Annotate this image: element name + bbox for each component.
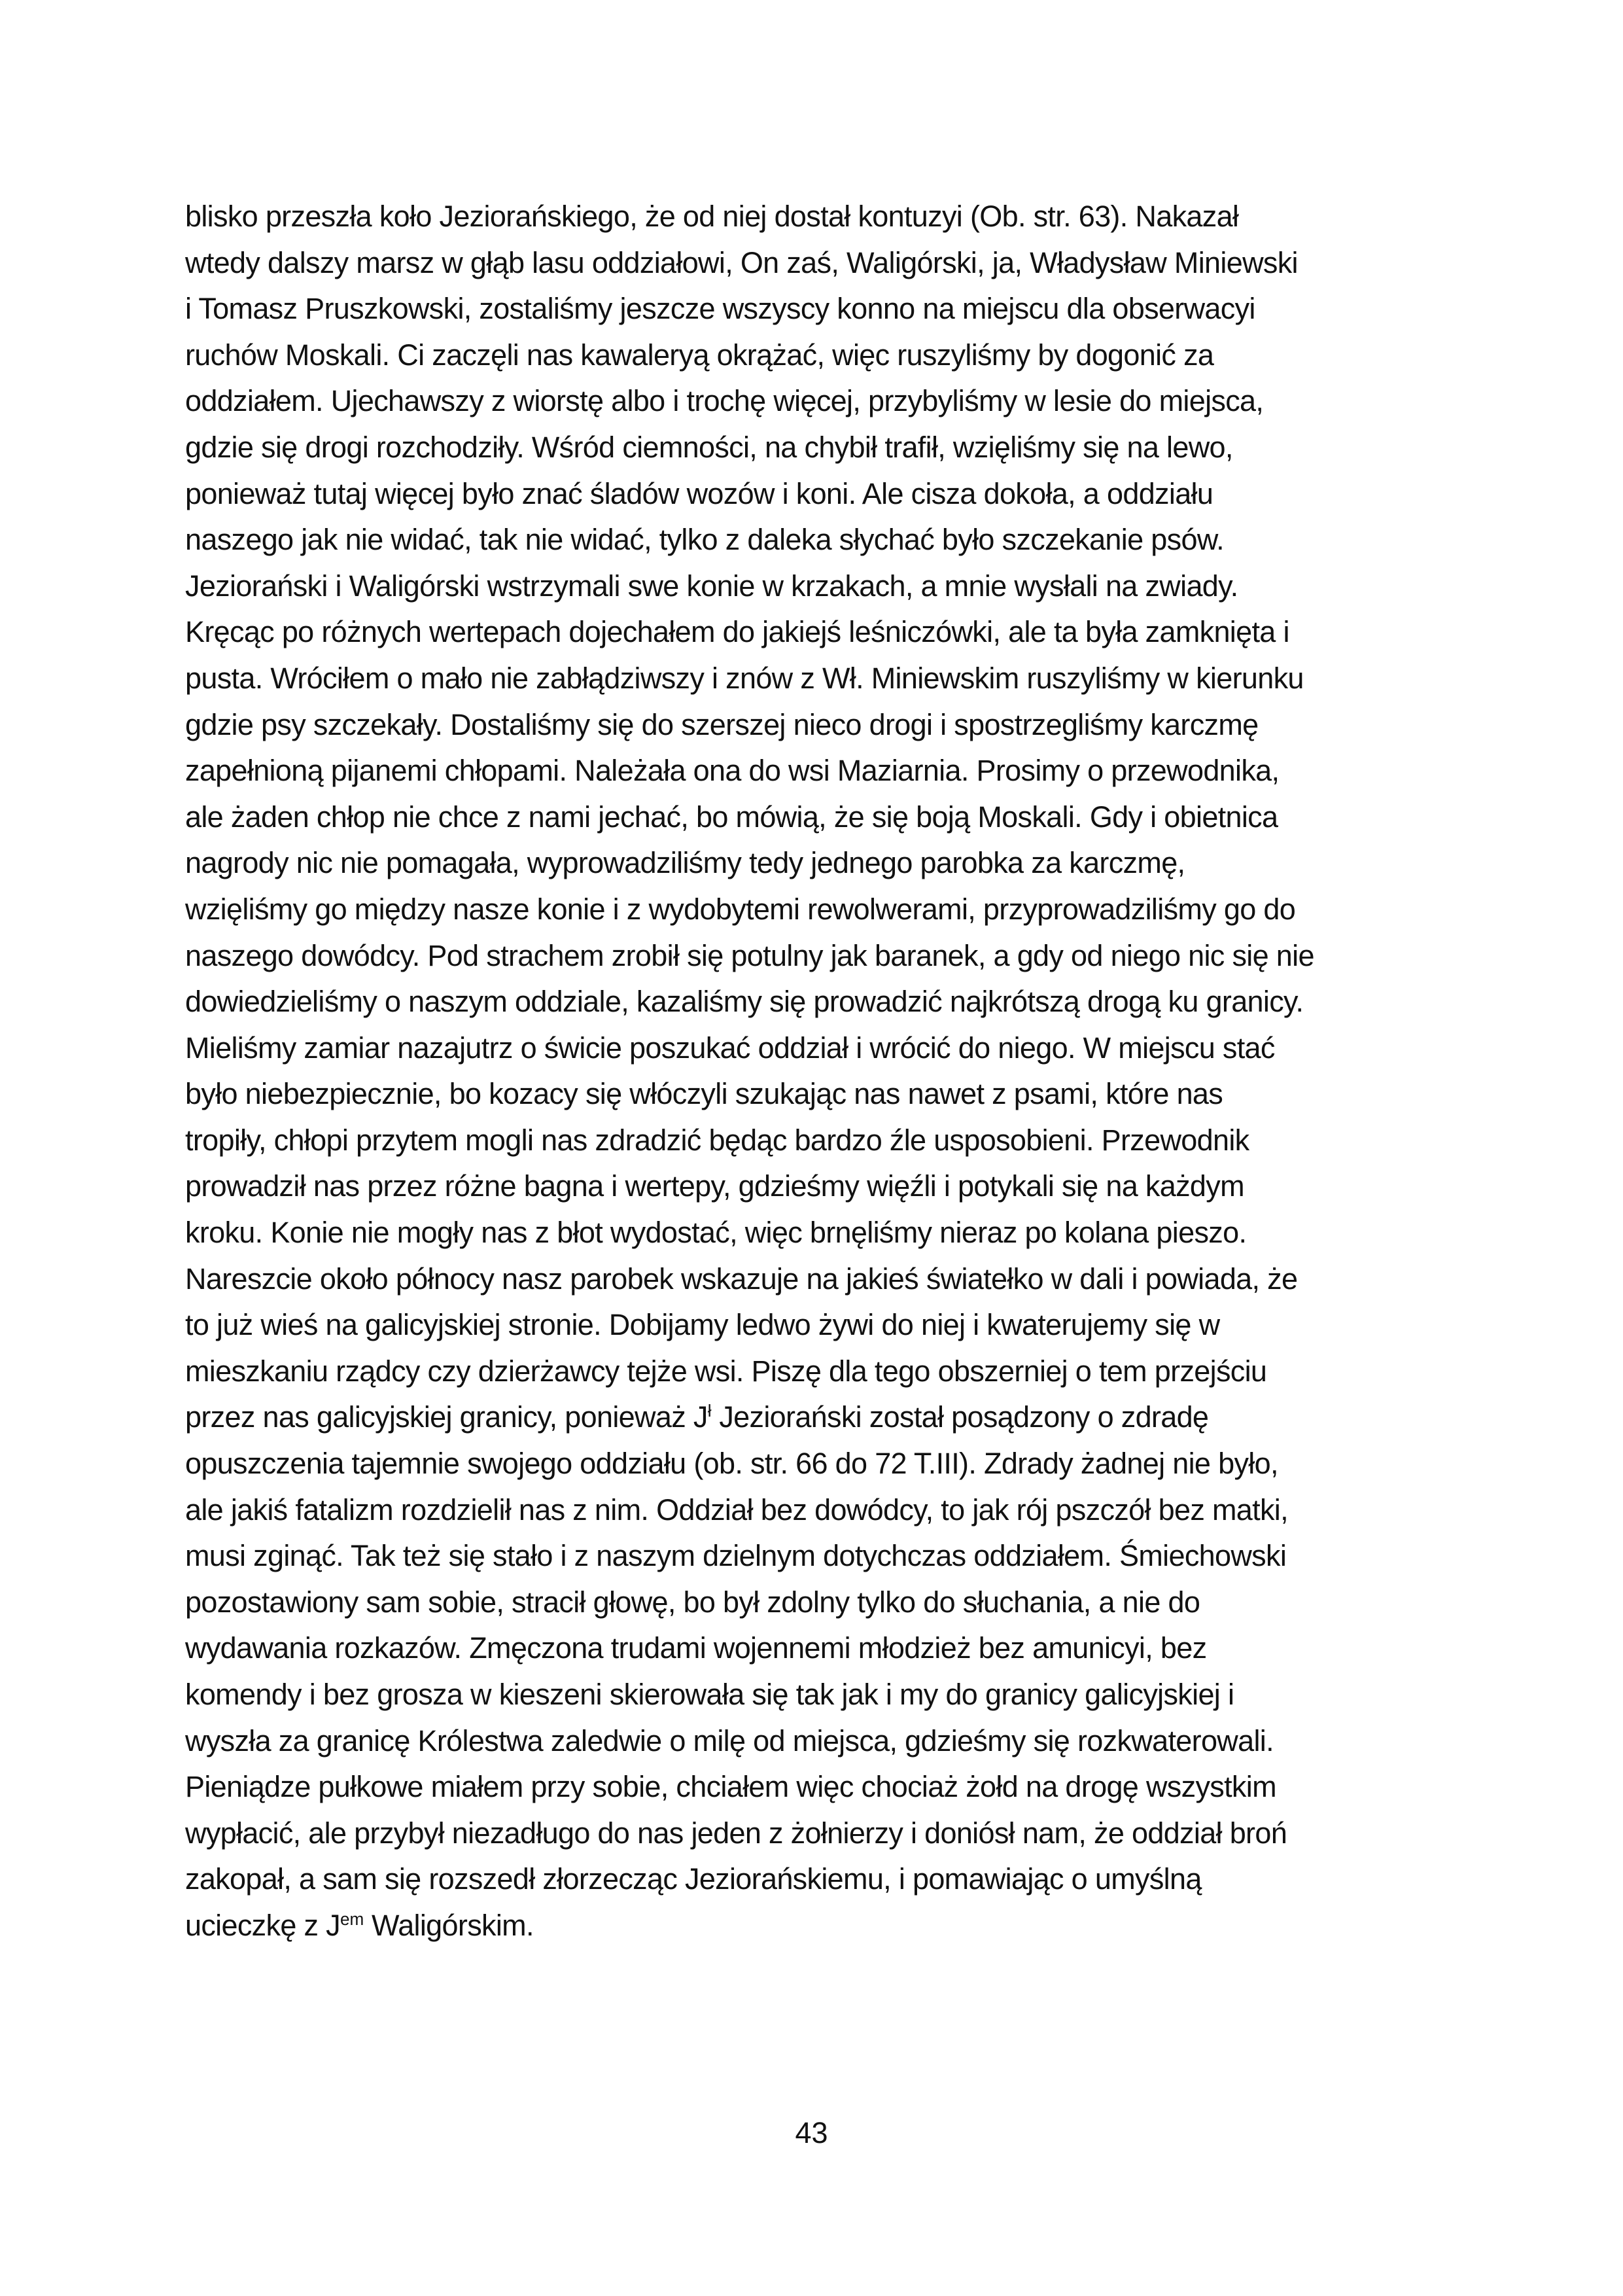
text-line: wypłacić, ale przybył niezadługo do nas jeden z żołnierzy i doniósł nam, że oddział broń: [185, 1816, 1287, 1850]
text-segment: przez nas galicyjskiej granicy, ponieważ J: [185, 1400, 708, 1434]
text-line: komendy i bez grosza w kieszeni skierowała się tak jak i my do granicy galicyjskiej i: [185, 1678, 1234, 1711]
text-line: ale jakiś fatalizm rozdzielił nas z nim. Oddział bez dowódcy, to jak rój pszczół bez matki,: [185, 1492, 1288, 1527]
text-line: naszego jak nie widać, tak nie widać, tylko z daleka słychać było szczekanie psów.: [185, 523, 1224, 557]
text-line: wzięliśmy go między nasze konie i z wydobytemi rewolwerami, przyprowadziliśmy go do: [185, 892, 1296, 926]
text-line: ponieważ tutaj więcej było znać śladów wozów i koni. Ale cisza dokoła, a oddziału: [185, 476, 1213, 510]
text-line: Jeziorański i Waligórski wstrzymali swe konie w krzakach, a mnie wysłali na zwiady.: [185, 569, 1238, 603]
text-line: oddziałem. Ujechawszy z wiorstę albo i trochę więcej, przybyliśmy w lesie do miejsca,: [185, 384, 1264, 418]
superscript-abbreviation: em: [340, 1909, 364, 1929]
text-line: zakopał, a sam się rozszedł złorzecząc Jeziorańskiemu, i pomawiając o umyślną: [185, 1862, 1202, 1896]
text-line: nagrody nic nie pomagała, wyprowadziliśmy tedy jednego parobka za karczmę,: [185, 846, 1185, 880]
text-line: gdzie się drogi rozchodziły. Wśród ciemności, na chybił trafił, wzięliśmy się na lewo,: [185, 430, 1233, 464]
text-line: dowiedzieliśmy o naszym oddziale, kazaliśmy się prowadzić najkrótszą drogą ku granicy.: [185, 985, 1304, 1019]
text-line: pusta. Wróciłem o mało nie zabłądziwszy i znów z Wł. Miniewskim ruszyliśmy w kierunku: [185, 661, 1304, 695]
text-line: wtedy dalszy marsz w głąb lasu oddziałowi, On zaś, Waligórski, ja, Władysław Miniewski: [185, 245, 1298, 279]
text-line: zapełnioną pijanemi chłopami. Należała ona do wsi Maziarnia. Prosimy o przewodnika,: [185, 754, 1280, 788]
text-line: Mieliśmy zamiar nazajutrz o świcie poszukać oddział i wrócić do niego. W miejscu stać: [185, 1031, 1275, 1065]
text-line: prowadził nas przez różne bagna i wertepy, gdzieśmy więźli i potykali się na każdym: [185, 1169, 1244, 1203]
text-line: ruchów Moskali. Ci zaczęli nas kawaleryą okrążać, więc ruszyliśmy by dogonić za: [185, 338, 1214, 372]
text-line: naszego dowódcy. Pod strachem zrobił się potulny jak baranek, a gdy od niego nic się nie: [185, 938, 1314, 972]
text-line: Nareszcie około północy nasz parobek wskazuje na jakieś światełko w dali i powiada, że: [185, 1262, 1298, 1296]
text-line: gdzie psy szczekały. Dostaliśmy się do szerszej nieco drogi i spostrzegliśmy karczmę: [185, 707, 1259, 741]
text-line: to już wieś na galicyjskiej stronie. Dobijamy ledwo żywi do niej i kwaterujemy się w: [185, 1308, 1220, 1342]
text-line: musi zginąć. Tak też się stało i z naszym dzielnym dotychczas oddziałem. Śmiechowski: [185, 1539, 1287, 1573]
text-line: kroku. Konie nie mogły nas z błot wydostać, więc brnęliśmy nieraz po kolana pieszo.: [185, 1216, 1247, 1250]
text-line: pozostawiony sam sobie, stracił głowę, bo był zdolny tylko do słuchania, a nie do: [185, 1585, 1200, 1619]
text-line: wyszła za granicę Królestwa zaledwie o milę od miejsca, gdzieśmy się rozkwaterowali.: [185, 1723, 1274, 1757]
text-line: blisko przeszła koło Jeziorańskiego, że od niej dostał kontuzyi (Ob. str. 63). Nakazał: [185, 200, 1239, 233]
text-segment: ucieczkę z J: [185, 1908, 340, 1942]
text-segment: Jeziorański został posądzony o zdradę: [711, 1400, 1209, 1434]
text-segment: Waligórskim.: [364, 1908, 534, 1942]
text-line: Kręcąc po różnych wertepach dojechałem do jakiejś leśniczówki, ale ta była zamknięta i: [185, 615, 1289, 649]
body-text: [185, 194, 1467, 1949]
text-line: [185, 1903, 1467, 1949]
text-line: mieszkaniu rządcy czy dzierżawcy tejże wsi. Piszę dla tego obszerniej o tem przejściu: [185, 1354, 1267, 1388]
text-line: Pieniądze pułkowe miałem przy sobie, chciałem więc chociaż żołd na drogę wszystkim: [185, 1770, 1276, 1804]
text-line: i Tomasz Pruszkowski, zostaliśmy jeszcze wszyscy konno na miejscu dla obserwacyi: [185, 292, 1255, 326]
text-line: ale żaden chłop nie chce z nami jechać, bo mówią, że się boją Moskali. Gdy i obietnica: [185, 800, 1278, 834]
text-line: było niebezpiecznie, bo kozacy się włóczyli szukając nas nawet z psami, które nas: [185, 1077, 1223, 1111]
text-line: opuszczenia tajemnie swojego oddziału (ob. str. 66 do 72 T.III). Zdrady żadnej nie było,: [185, 1447, 1278, 1481]
text-line: [185, 1394, 1467, 1441]
text-line: tropiły, chłopi przytem mogli nas zdradzić będąc bardzo źle usposobieni. Przewodnik: [185, 1123, 1249, 1157]
page-number: 43: [795, 2116, 828, 2149]
superscript-abbreviation: ł: [707, 1401, 712, 1421]
text-line: wydawania rozkazów. Zmęczona trudami wojennemi młodzież bez amunicyi, bez: [185, 1631, 1207, 1665]
